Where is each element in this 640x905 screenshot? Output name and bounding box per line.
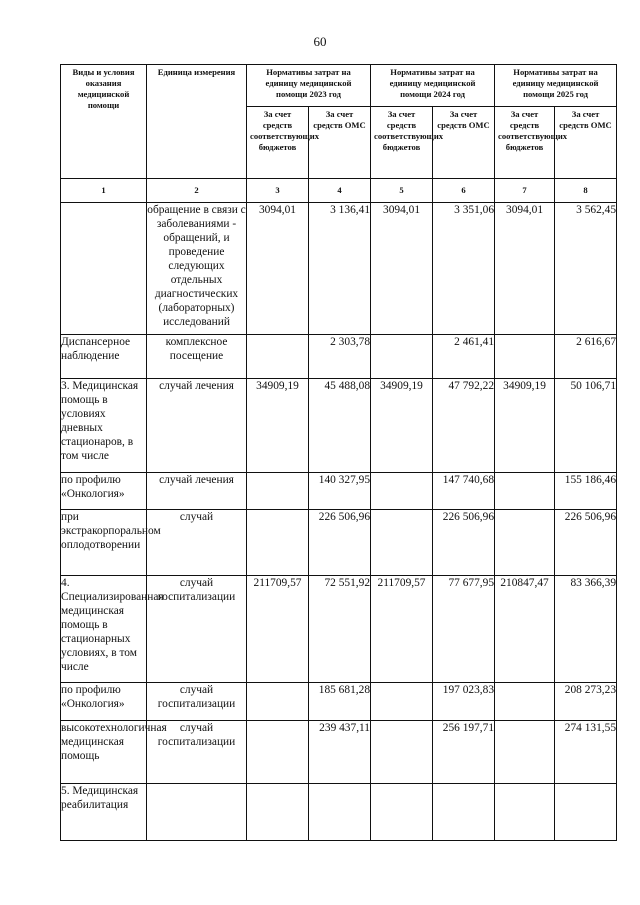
cell-2025-oms: 50 106,71 (555, 379, 617, 473)
cell-2023-budget: 211709,57 (247, 576, 309, 683)
cell-2023-budget (247, 335, 309, 379)
row-kind: высокотехнологичная медицинская помощь (61, 721, 147, 784)
cell-2025-oms: 155 186,46 (555, 473, 617, 510)
row-unit: случай госпитализации (147, 683, 247, 721)
row-kind: 3. Медицинская помощь в условиях дневных стационаров, в том числе (61, 379, 147, 473)
cell-2025-budget (495, 784, 555, 841)
cell-2023-oms: 185 681,28 (309, 683, 371, 721)
cell-2023-budget (247, 683, 309, 721)
col-number: 6 (433, 179, 495, 203)
cell-2024-budget: 34909,19 (371, 379, 433, 473)
page-number: 60 (313, 34, 327, 49)
cost-norms-table (60, 64, 617, 841)
col-number: 1 (61, 179, 147, 203)
col-number: 7 (495, 179, 555, 203)
table-row (61, 203, 617, 335)
row-unit: случай лечения (147, 379, 247, 473)
cell-2023-budget (247, 721, 309, 784)
header-group-2025: Нормативы затрат на единицу медицинской помощи 2025 год (495, 65, 617, 107)
cell-2024-oms: 256 197,71 (433, 721, 495, 784)
header-unit: Единица измерения (147, 65, 247, 179)
cell-2025-oms: 226 506,96 (555, 510, 617, 576)
cell-2025-oms: 3 562,45 (555, 203, 617, 335)
cell-2024-oms: 2 461,41 (433, 335, 495, 379)
header-2025-budget: За счет средств соответствующих бюджетов (495, 107, 555, 179)
row-kind: 4. Специализированная медицинская помощь в стационарных условиях, в том числе (61, 576, 147, 683)
row-unit: случай (147, 510, 247, 576)
header-2024-oms: За счет средств ОМС (433, 107, 495, 179)
cell-2025-oms: 274 131,55 (555, 721, 617, 784)
col-number: 2 (147, 179, 247, 203)
cell-2023-budget (247, 784, 309, 841)
col-number: 4 (309, 179, 371, 203)
cell-2023-oms: 72 551,92 (309, 576, 371, 683)
row-kind: по профилю «Онкология» (61, 683, 147, 721)
row-unit: случай госпитализации (147, 576, 247, 683)
cell-2023-oms: 45 488,08 (309, 379, 371, 473)
cell-2024-budget (371, 721, 433, 784)
cell-2024-budget (371, 473, 433, 510)
cell-2025-oms: 2 616,67 (555, 335, 617, 379)
table-row (61, 576, 617, 683)
row-kind (61, 203, 147, 335)
cell-2024-budget: 3094,01 (371, 203, 433, 335)
row-unit (147, 784, 247, 841)
cell-2023-oms: 3 136,41 (309, 203, 371, 335)
cell-2025-oms: 208 273,23 (555, 683, 617, 721)
table-row (61, 473, 617, 510)
cell-2023-oms: 226 506,96 (309, 510, 371, 576)
row-kind: при экстракорпоральном оплодотворении (61, 510, 147, 576)
cell-2023-budget: 3094,01 (247, 203, 309, 335)
cell-2024-oms: 47 792,22 (433, 379, 495, 473)
cell-2025-oms: 83 366,39 (555, 576, 617, 683)
cell-2023-oms (309, 784, 371, 841)
col-number: 8 (555, 179, 617, 203)
cell-2024-oms: 147 740,68 (433, 473, 495, 510)
cell-2025-oms (555, 784, 617, 841)
table-row (61, 379, 617, 473)
cell-2024-budget (371, 335, 433, 379)
row-kind: по профилю «Онкология» (61, 473, 147, 510)
col-number: 5 (371, 179, 433, 203)
cell-2024-oms (433, 784, 495, 841)
header-kind: Виды и условия оказания медицинской помощи (61, 65, 147, 179)
cell-2023-budget: 34909,19 (247, 379, 309, 473)
cell-2025-budget: 210847,47 (495, 576, 555, 683)
table-row (61, 335, 617, 379)
table-row (61, 784, 617, 841)
cell-2023-budget (247, 473, 309, 510)
header-group-2023: Нормативы затрат на единицу медицинской помощи 2023 год (247, 65, 371, 107)
cell-2024-oms: 226 506,96 (433, 510, 495, 576)
cell-2025-budget (495, 683, 555, 721)
cell-2025-budget (495, 473, 555, 510)
table-row (61, 683, 617, 721)
cell-2024-oms: 197 023,83 (433, 683, 495, 721)
cell-2024-budget (371, 510, 433, 576)
cell-2024-oms: 3 351,06 (433, 203, 495, 335)
row-unit: случай лечения (147, 473, 247, 510)
header-2024-budget: За счет средств соответствующих бюджетов (371, 107, 433, 179)
table-row (61, 510, 617, 576)
cell-2024-budget (371, 683, 433, 721)
header-2023-budget: За счет средств соответствующих бюджетов (247, 107, 309, 179)
header-2023-oms: За счет средств ОМС (309, 107, 371, 179)
col-number: 3 (247, 179, 309, 203)
cell-2024-budget (371, 784, 433, 841)
row-unit: обращение в связи с заболеваниями - обращений, и проведение следующих отдельных диагностических (лабораторных) исследований (147, 203, 247, 335)
cell-2023-oms: 239 437,11 (309, 721, 371, 784)
header-2025-oms: За счет средств ОМС (555, 107, 617, 179)
header-group-2024: Нормативы затрат на единицу медицинской помощи 2024 год (371, 65, 495, 107)
table-row (61, 721, 617, 784)
row-kind: 5. Медицинская реабилитация (61, 784, 147, 841)
row-unit: комплексное посещение (147, 335, 247, 379)
cell-2024-oms: 77 677,95 (433, 576, 495, 683)
cell-2025-budget: 34909,19 (495, 379, 555, 473)
cell-2024-budget: 211709,57 (371, 576, 433, 683)
cell-2025-budget: 3094,01 (495, 203, 555, 335)
cell-2025-budget (495, 721, 555, 784)
row-kind: Диспансерное наблюдение (61, 335, 147, 379)
cell-2023-budget (247, 510, 309, 576)
cell-2023-oms: 140 327,95 (309, 473, 371, 510)
cell-2025-budget (495, 335, 555, 379)
cell-2023-oms: 2 303,78 (309, 335, 371, 379)
row-unit: случай госпитализации (147, 721, 247, 784)
cell-2025-budget (495, 510, 555, 576)
